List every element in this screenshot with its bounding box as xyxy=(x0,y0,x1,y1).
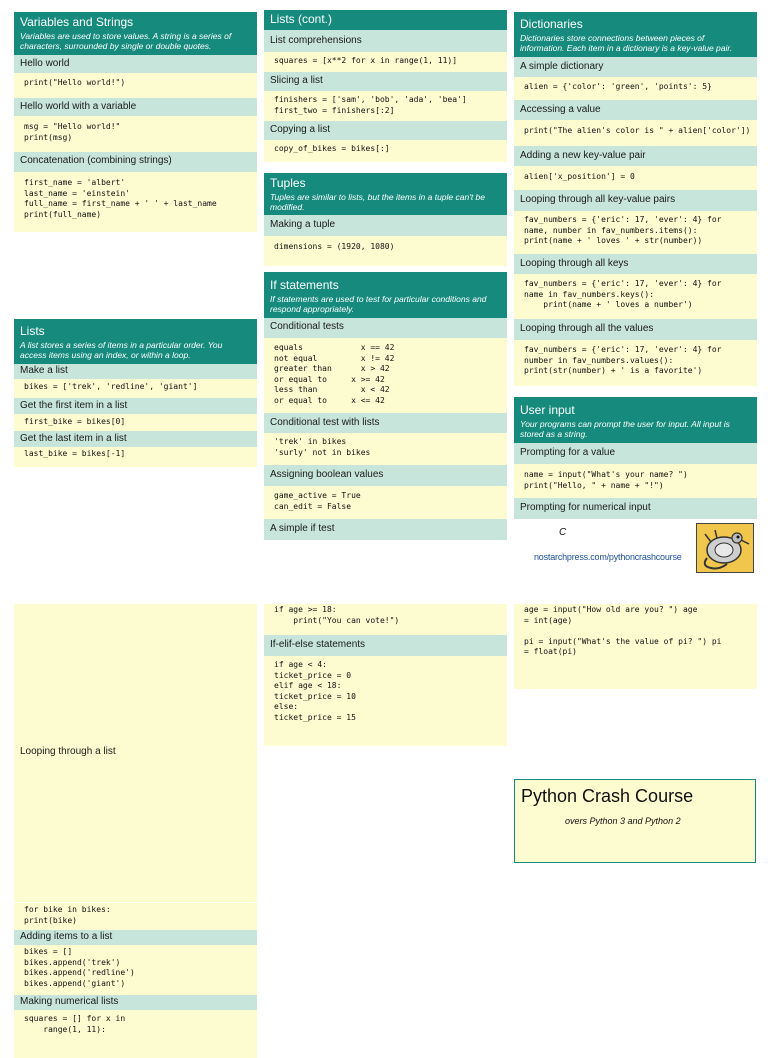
section-description: Dictionaries store connections between pieces of information. Each item in a dictionary is a key-value pair. xyxy=(520,33,733,53)
first-item-code: first_bike = bikes[0] xyxy=(14,414,257,431)
numerical-lists-code: squares = [] for x in range(1, 11): xyxy=(14,1010,257,1058)
section-title: If statements xyxy=(270,278,339,292)
loop-values-code: fav_numbers = {'eric': 17, 'ever': 4} for number in fav_numbers.values(): print(str(number) + ' is a favorite') xyxy=(514,340,757,386)
copying-code: copy_of_bikes = bikes[:] xyxy=(264,140,507,162)
section-lists xyxy=(14,319,257,467)
section-header xyxy=(14,12,257,55)
section-description: Variables are used to store values. A string is a series of characters, surrounded by single or double quotes. xyxy=(20,31,232,51)
section-variables-strings xyxy=(14,12,257,232)
section-header xyxy=(514,397,757,443)
loop-list-code: for bike in bikes: print(bike) xyxy=(14,903,257,930)
section-title: User input xyxy=(520,403,575,417)
section-title: Variables and Strings xyxy=(20,15,134,29)
adding-pair-label: Adding a new key-value pair xyxy=(514,146,757,166)
hello-world-code: print("Hello world!") xyxy=(14,73,257,98)
make-list-label: Make a list xyxy=(14,364,257,379)
make-list-code: bikes = ['trek', 'redline', 'giant'] xyxy=(14,379,257,398)
prompt-numerical-label: Prompting for numerical input xyxy=(514,498,757,519)
cover-title: Python Crash Course xyxy=(521,786,694,806)
if-page2 xyxy=(264,604,507,746)
last-item-code: last_bike = bikes[-1] xyxy=(14,447,257,467)
slicing-label: Slicing a list xyxy=(264,72,507,91)
section-lists-cont xyxy=(264,10,507,162)
hello-world-label: Hello world xyxy=(14,55,257,73)
section-if-statements xyxy=(264,272,507,540)
prompt-numerical-code: age = input("How old are you? ") age = int(age) pi = input("What's the value of pi? ") pi = float(pi) xyxy=(514,604,757,689)
section-header xyxy=(14,319,257,364)
lists-page2 xyxy=(14,903,257,1058)
loop-keys-code: fav_numbers = {'eric': 17, 'ever': 4} for name in fav_numbers.keys(): print(name + ' loves a number') xyxy=(514,274,757,319)
adding-pair-code: alien['x_position'] = 0 xyxy=(514,166,757,190)
section-header xyxy=(264,272,507,318)
section-title: Dictionaries xyxy=(520,17,583,31)
prompt-value-label: Prompting for a value xyxy=(514,443,757,464)
simple-dict-label: A simple dictionary xyxy=(514,57,757,77)
boolean-values-code: game_active = True can_edit = False xyxy=(264,486,507,519)
copying-label: Copying a list xyxy=(264,121,507,140)
making-tuple-code: dimensions = (1920, 1080) xyxy=(264,236,507,266)
conditional-tests-code: equals x == 42 not equal x != 42 greater than x > 42 or equal to x >= 42 less than x < 42 or equal to x <= 42 xyxy=(264,338,507,413)
section-header xyxy=(514,12,757,57)
prompt-value-code: name = input("What's your name? ") print("Hello, " + name + "!") xyxy=(514,464,757,498)
simple-if-label: A simple if test xyxy=(264,519,507,540)
publisher-link[interactable]: nostarchpress.com/pythoncrashcourse xyxy=(534,552,682,562)
section-title: Lists (cont.) xyxy=(270,12,333,26)
loop-pairs-code: fav_numbers = {'eric': 17, 'ever': 4} for name, number in fav_numbers.items(): print(name + ' loves ' + str(number)) xyxy=(514,211,757,254)
section-title: Tuples xyxy=(270,176,306,190)
footer-letter: C xyxy=(559,527,567,538)
section-title: Lists xyxy=(20,324,45,338)
section-tuples xyxy=(264,173,507,266)
input-page2 xyxy=(514,604,757,689)
if-elif-else-code: if age < 4: ticket_price = 0 elif age < 18: ticket_price = 10 else: ticket_price = 15 xyxy=(264,656,507,746)
loop-values-label: Looping through all the values xyxy=(514,319,757,340)
first-item-label: Get the first item in a list xyxy=(14,398,257,414)
accessing-value-label: Accessing a value xyxy=(514,100,757,120)
conditional-lists-label: Conditional test with lists xyxy=(264,413,507,433)
adding-items-code: bikes = [] bikes.append('trek') bikes.append('redline') bikes.append('giant') xyxy=(14,945,257,995)
making-tuple-label: Making a tuple xyxy=(264,215,507,236)
loop-pairs-label: Looping through all key-value pairs xyxy=(514,190,757,211)
last-item-label: Get the last item in a list xyxy=(14,431,257,447)
cover-panel xyxy=(514,779,756,863)
simple-if-code: if age >= 18: print("You can vote!") xyxy=(264,604,507,635)
simple-dict-code: alien = {'color': 'green', 'points': 5} xyxy=(514,77,757,100)
hello-variable-code: msg = "Hello world!" print(msg) xyxy=(14,116,257,152)
section-description: Your programs can prompt the user for input. All input is stored as a string. xyxy=(520,419,730,439)
section-description: If statements are used to test for particular conditions and respond appropriately. xyxy=(270,294,487,314)
robot-snake-logo-icon xyxy=(696,523,754,573)
slicing-code: finishers = ['sam', 'bob', 'ada', 'bea'] first_two = finishers[:2] xyxy=(264,91,507,121)
adding-items-label: Adding items to a list xyxy=(14,930,257,945)
section-header xyxy=(264,173,507,215)
list-comprehensions-code: squares = [x**2 for x in range(1, 11)] xyxy=(264,52,507,72)
boolean-values-label: Assigning boolean values xyxy=(264,465,507,486)
section-user-input xyxy=(514,397,757,519)
loop-list-label: Looping through a list xyxy=(20,746,116,757)
accessing-value-code: print("The alien's color is " + alien['color']) xyxy=(514,120,757,146)
publisher-footer xyxy=(514,521,757,573)
conditional-tests-label: Conditional tests xyxy=(264,318,507,338)
section-header xyxy=(264,10,507,30)
loop-keys-label: Looping through all keys xyxy=(514,254,757,274)
concatenation-label: Concatenation (combining strings) xyxy=(14,152,257,172)
conditional-lists-code: 'trek' in bikes 'surly' not in bikes xyxy=(264,433,507,465)
cover-subtitle: overs Python 3 and Python 2 xyxy=(565,816,681,826)
loop-list-panel xyxy=(14,604,257,902)
section-description: Tuples are similar to lists, but the items in a tuple can't be modified. xyxy=(270,192,486,212)
hello-variable-label: Hello world with a variable xyxy=(14,98,257,116)
section-description: A list stores a series of items in a particular order. You access items using an index, or within a loop. xyxy=(20,340,223,360)
section-dictionaries xyxy=(514,12,757,386)
concatenation-code: first_name = 'albert' last_name = 'einstein' full_name = first_name + ' ' + last_name print(full_name) xyxy=(14,172,257,232)
if-elif-else-label: If-elif-else statements xyxy=(264,635,507,656)
list-comprehensions-label: List comprehensions xyxy=(264,30,507,52)
numerical-lists-label: Making numerical lists xyxy=(14,995,257,1010)
